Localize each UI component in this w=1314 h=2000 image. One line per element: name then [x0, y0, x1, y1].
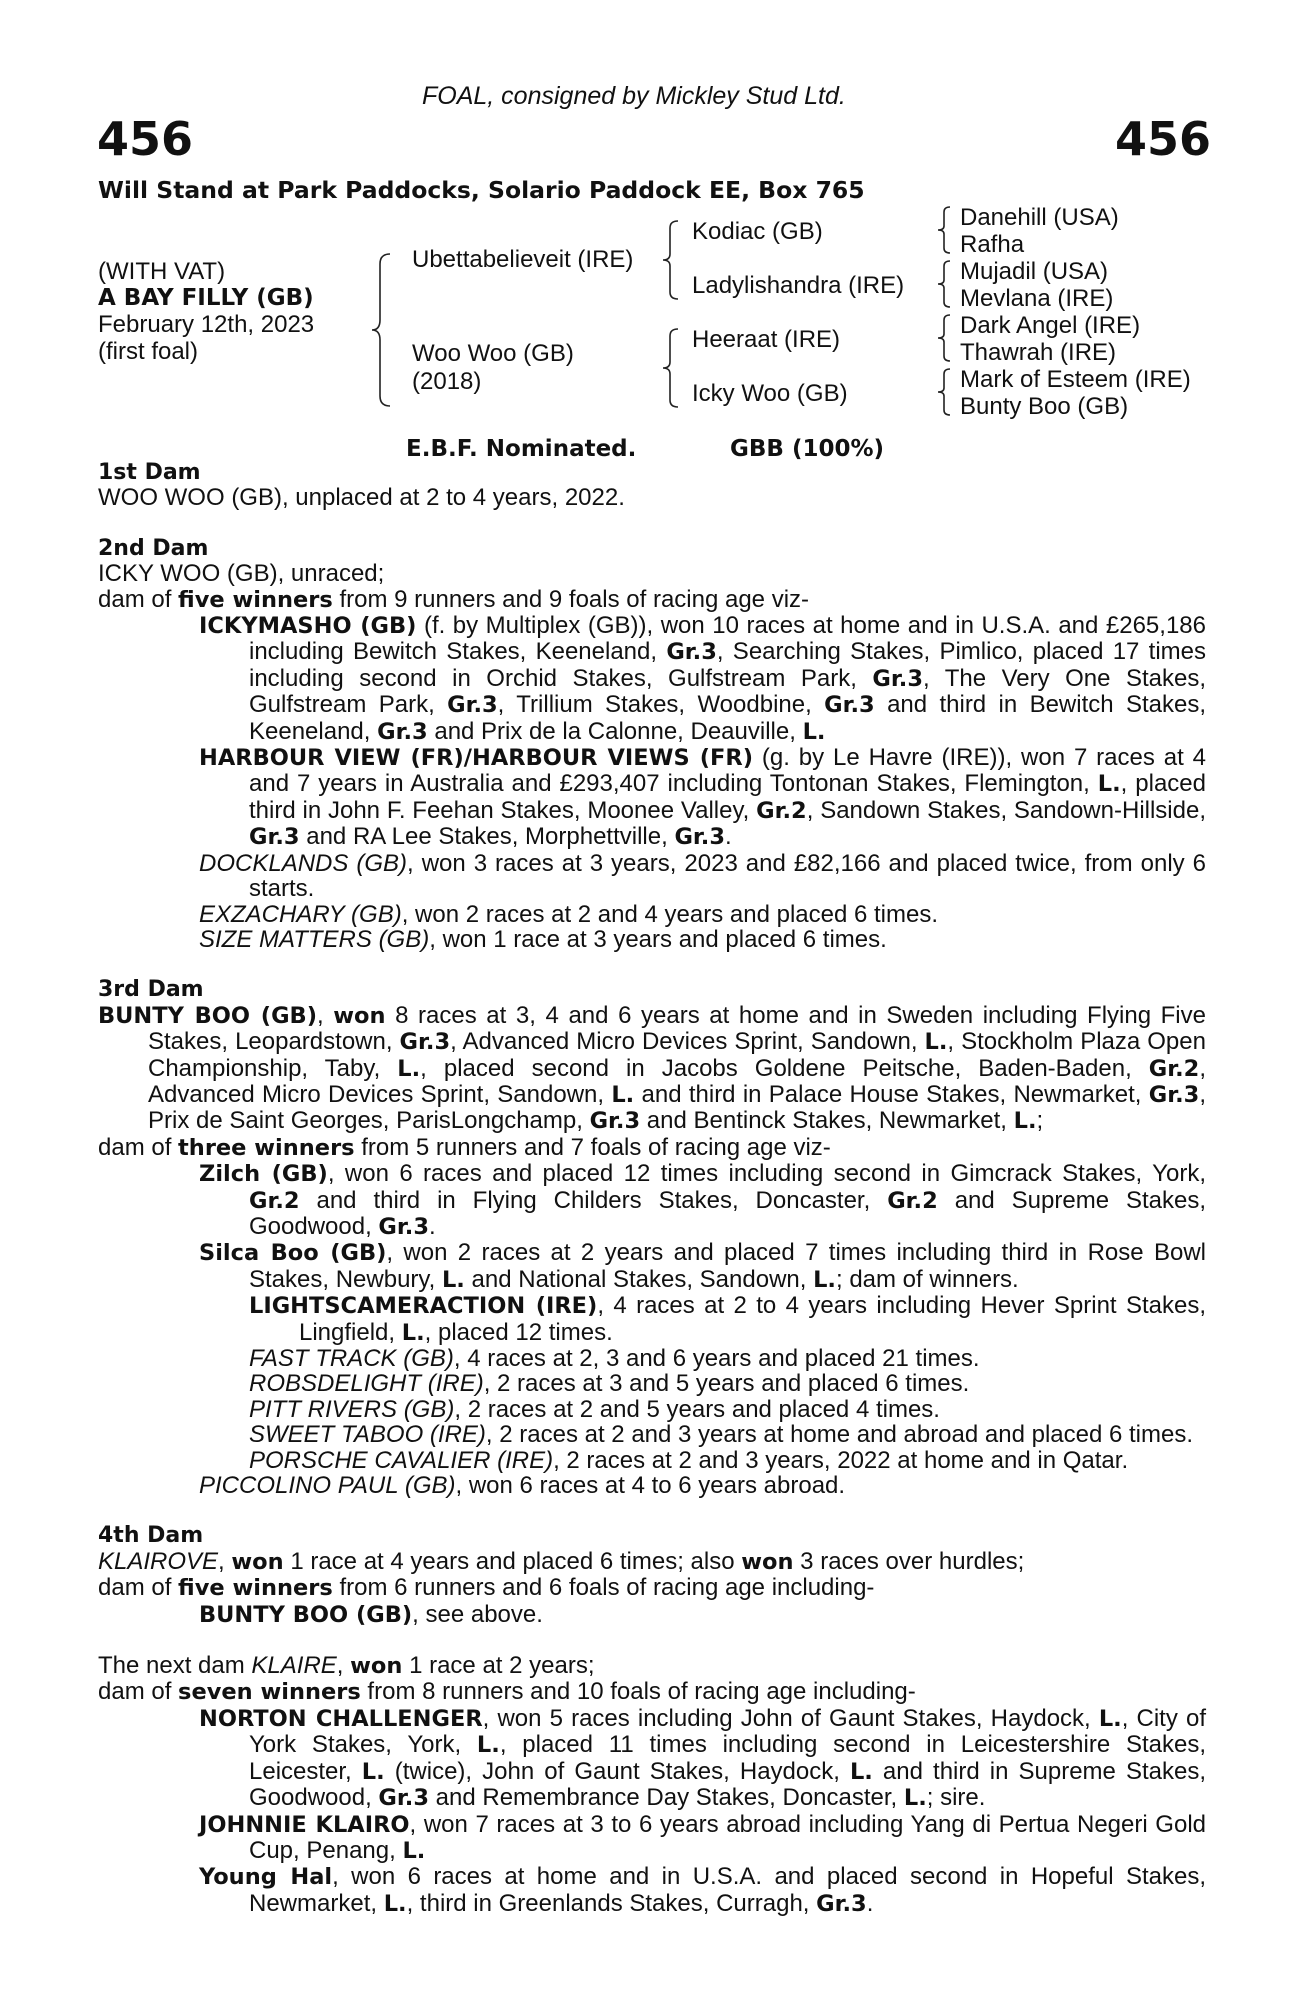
horse-dob: February 12th, 2023	[98, 311, 315, 338]
progeny-exzachary: EXZACHARY (GB), won 2 races at 2 and 4 years and placed 6 times.	[199, 900, 939, 928]
foal-note: (first foal)	[98, 338, 199, 365]
sdd: Mevlana (IRE)	[960, 285, 1114, 312]
progeny-young-hal: Young Hal, won 6 races at home and in U.S.A. and placed second in Hopeful Stakes, Newmarket, L., third in Greenlands Stakes, Curragh, Gr.3.	[199, 1863, 1206, 1917]
dam-dam: Icky Woo (GB)	[692, 380, 848, 407]
dds: Mark of Esteem (IRE)	[960, 366, 1191, 393]
stand-location: Will Stand at Park Paddocks, Solario Paddock EE, Box 765	[98, 176, 865, 204]
ds-brace	[934, 312, 956, 364]
fourth-dam-record: KLAIROVE, won 1 race at 4 years and placed 6 times; also won 3 races over hurdles;	[98, 1547, 1025, 1575]
third-dam-summary: dam of three winners from 5 runners and 7 foals of racing age viz-	[98, 1133, 831, 1161]
sire-dam: Ladylishandra (IRE)	[692, 272, 905, 299]
sd-brace	[934, 258, 956, 310]
lot-number-right: 456	[1115, 112, 1212, 166]
dd-brace	[934, 366, 956, 418]
consignor-line: FOAL, consigned by Mickley Stud Ltd.	[422, 82, 846, 110]
sire-name: Ubettabelieveit (IRE)	[412, 246, 634, 273]
sire-brace	[660, 218, 684, 302]
second-dam-name: ICKY WOO (GB), unraced;	[98, 560, 385, 588]
horse-name: A BAY FILLY (GB)	[98, 285, 314, 311]
progeny-johnnie-klairo: JOHNNIE KLAIRO, won 7 races at 3 to 6 years abroad including Yang di Pertua Negeri Gold Cup, Penang, L.	[199, 1810, 1207, 1864]
dss: Dark Angel (IRE)	[960, 312, 1141, 339]
ssd: Rafha	[960, 231, 1025, 258]
progeny-lightscameraction: LIGHTSCAMERACTION (IRE), 4 races at 2 to 4 years including Hever Sprint Stakes, Lingfield, L., placed 12 times.	[249, 1292, 1206, 1346]
progeny-fast-track: FAST TRACK (GB), 4 races at 2, 3 and 6 years and placed 21 times.	[249, 1345, 980, 1372]
dam-year: (2018)	[412, 368, 482, 395]
progeny-bunty-boo: BUNTY BOO (GB), see above.	[199, 1600, 543, 1628]
fourth-dam-summary: dam of five winners from 6 runners and 6 foals of racing age including-	[98, 1574, 875, 1602]
progeny-norton-challenger: NORTON CHALLENGER, won 5 races including John of Gaunt Stakes, Haydock, L., City of York Stakes, York, L., placed 11 times including second in Leicestershire Stakes, Leicester, L. (twice), John of Gaunt Stakes, Haydock, L. and third in Supreme Stakes, Goodwood, Gr.3 and Remembrance Day Stakes, Doncaster, L.; sire.	[199, 1704, 1206, 1812]
sss: Danehill (USA)	[960, 204, 1119, 231]
dsd: Thawrah (IRE)	[960, 339, 1117, 366]
progeny-harbour-view: HARBOUR VIEW (FR)/HARBOUR VIEWS (FR) (g. by Le Havre (IRE)), won 7 races at 4 and 7 years in Australia and £293,407 including Tontonan Stakes, Flemington, L., placed third in John F. Feehan Stakes, Moonee Valley, Gr.2, Sandown Stakes, Sandown-Hillside, Gr.3 and RA Lee Stakes, Morphettville, Gr.3.	[199, 744, 1207, 851]
dam-name: Woo Woo (GB)	[412, 340, 574, 367]
sds: Mujadil (USA)	[960, 258, 1109, 285]
ss-brace	[934, 204, 956, 256]
ddd: Bunty Boo (GB)	[960, 393, 1129, 420]
progeny-sweet-taboo: SWEET TABOO (IRE), 2 races at 2 and 3 years at home and abroad and placed 6 times.	[249, 1421, 1194, 1449]
progeny-zilch: Zilch (GB), won 6 races and placed 12 times including second in Gimcrack Stakes, York, Gr.2 and third in Flying Childers Stakes, Doncaster, Gr.2 and Supreme Stakes, Goodwood, Gr.3.	[199, 1160, 1207, 1240]
lot-number-left: 456	[97, 112, 194, 166]
progeny-silca-boo: Silca Boo (GB), won 2 races at 2 years and placed 7 times including third in Rose Bowl Stakes, Newbury, L. and National Stakes, Sandown, L.; dam of winners.	[199, 1239, 1206, 1293]
progeny-pitt-rivers: PITT RIVERS (GB), 2 races at 2 and 5 years and placed 4 times.	[249, 1395, 940, 1423]
pedigree-brace-main	[370, 250, 396, 410]
dam-brace	[660, 326, 684, 410]
third-dam-heading: 3rd Dam	[98, 977, 204, 1003]
fourth-dam-heading: 4th Dam	[98, 1523, 204, 1549]
first-dam-text: WOO WOO (GB), unplaced at 2 to 4 years, 2022.	[98, 484, 625, 512]
progeny-porsche-cavalier: PORSCHE CAVALIER (IRE), 2 races at 2 and 3 years, 2022 at home and in Qatar.	[249, 1446, 1129, 1474]
catalogue-body	[98, 460, 1206, 1917]
progeny-ickymasho: ICKYMASHO (GB) (f. by Multiplex (GB)), won 10 races at home and in U.S.A. and £265,186 including Bewitch Stakes, Keeneland, Gr.3, Searching Stakes, Pimlico, placed 17 times including second in Orchid Stakes, Gulfstream Park, Gr.3, The Very One Stakes, Gulfstream Park, Gr.3, Trillium Stakes, Woodbine, Gr.3 and third in Bewitch Stakes, Keeneland, Gr.3 and Prix de la Calonne, Deauville, L.	[199, 612, 1207, 745]
gbb-rating: GBB (100%)	[730, 436, 885, 462]
progeny-robsdelight: ROBSDELIGHT (IRE), 2 races at 3 and 5 years and placed 6 times.	[249, 1370, 970, 1398]
next-dam-record: The next dam KLAIRE, won 1 race at 2 years;	[98, 1652, 595, 1680]
ebf-nominated: E.B.F. Nominated.	[406, 436, 637, 462]
progeny-size-matters: SIZE MATTERS (GB), won 1 race at 3 years and placed 6 times.	[199, 925, 887, 953]
progeny-piccolino-paul: PICCOLINO PAUL (GB), won 6 races at 4 to 6 years abroad.	[199, 1472, 846, 1500]
third-dam-record: BUNTY BOO (GB), won 8 races at 3, 4 and 6 years at home and in Sweden including Flying Five Stakes, Leopardstown, Gr.3, Advanced Micro Devices Sprint, Sandown, L., Stockholm Plaza Open Championship, Taby, L., placed second in Jacobs Goldene Peitsche, Baden-Baden, Gr.2, Advanced Micro Devices Sprint, Sandown, L. and third in Palace House Stakes, Newmarket, Gr.3, Prix de Saint Georges, ParisLongchamp, Gr.3 and Bentinck Stakes, Newmarket, L.;	[98, 1001, 1207, 1135]
dam-sire: Heeraat (IRE)	[692, 326, 841, 353]
second-dam-summary: dam of five winners from 9 runners and 9 foals of racing age viz-	[98, 585, 810, 613]
next-dam-summary: dam of seven winners from 8 runners and 10 foals of racing age including-	[98, 1678, 916, 1706]
vat-note: (WITH VAT)	[98, 258, 226, 285]
second-dam-heading: 2nd Dam	[98, 535, 209, 561]
sire-sire: Kodiac (GB)	[692, 218, 823, 245]
progeny-docklands: DOCKLANDS (GB), won 3 races at 3 years, 2023 and £82,166 and placed twice, from only 6 starts.	[199, 849, 1206, 903]
first-dam-heading: 1st Dam	[98, 460, 201, 485]
